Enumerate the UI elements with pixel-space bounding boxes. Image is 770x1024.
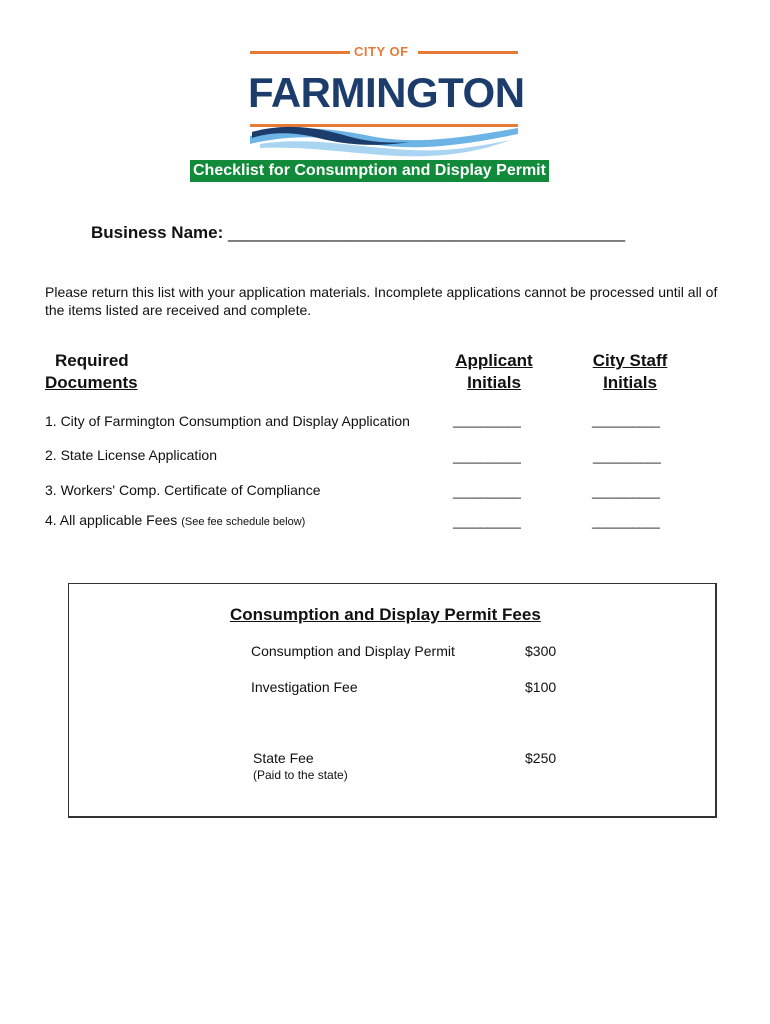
logo-orange-line-left bbox=[250, 51, 350, 54]
fee-amount-investigation: $100 bbox=[525, 679, 557, 695]
intro-paragraph: Please return this list with your application materials. Incomplete applications cannot be processed until all of the items listed are received and complete. bbox=[45, 284, 718, 318]
business-name-blank: __________________________________________ bbox=[228, 223, 626, 242]
checklist-item-2 bbox=[45, 447, 217, 463]
header-applicant-line1: Applicant bbox=[455, 351, 533, 370]
business-name-field[interactable] bbox=[91, 223, 625, 243]
staff-initial-2[interactable]: __________ bbox=[593, 449, 661, 464]
fee-note-state: (Paid to the state) bbox=[253, 768, 348, 782]
header-staff-line2: Initials bbox=[603, 373, 657, 392]
checklist-item-4-text: 4. All applicable Fees bbox=[45, 512, 182, 528]
applicant-initial-2[interactable]: __________ bbox=[453, 449, 521, 464]
checklist-item-2-text: 2. State License Application bbox=[45, 447, 218, 463]
applicant-initial-1[interactable]: __________ bbox=[453, 413, 521, 428]
fee-label-permit: Consumption and Display Permit bbox=[251, 643, 455, 659]
page-title: Checklist for Consumption and Display Permit bbox=[190, 160, 549, 182]
header-required-line1: Required bbox=[55, 351, 129, 370]
header-staff-initials bbox=[585, 350, 675, 394]
checklist-item-3-text: 3. Workers' Comp. Certificate of Compliance bbox=[45, 482, 321, 498]
applicant-initial-3[interactable]: __________ bbox=[453, 484, 521, 499]
header-staff-line1: City Staff bbox=[592, 351, 668, 370]
applicant-initial-4[interactable]: __________ bbox=[453, 514, 521, 529]
fee-amount-state: $250 bbox=[525, 750, 557, 766]
logo-orange-line-right bbox=[418, 51, 518, 54]
fee-label-state: State Fee bbox=[253, 750, 314, 766]
staff-initial-4[interactable]: __________ bbox=[592, 514, 660, 529]
staff-initial-3[interactable]: __________ bbox=[592, 484, 660, 499]
fee-amount-permit: $300 bbox=[525, 643, 557, 659]
logo-city-of: CITY OF bbox=[354, 44, 409, 59]
fee-schedule-title: Consumption and Display Permit Fees bbox=[230, 605, 541, 624]
fee-label-investigation: Investigation Fee bbox=[251, 679, 358, 695]
header-required-line2: Documents bbox=[45, 373, 138, 392]
checklist-item-1 bbox=[45, 413, 410, 429]
city-logo bbox=[240, 40, 530, 155]
checklist-item-3 bbox=[45, 482, 321, 498]
staff-initial-1[interactable]: __________ bbox=[592, 413, 660, 428]
business-name-label: Business Name: bbox=[91, 223, 224, 242]
checklist-item-4-note: (See fee schedule below) bbox=[181, 516, 306, 528]
header-applicant-line2: Initials bbox=[467, 373, 521, 392]
logo-farmington: FARMINGTON bbox=[248, 69, 525, 116]
header-applicant-initials bbox=[453, 350, 535, 394]
logo-waves-icon bbox=[240, 114, 530, 159]
checklist-item-1-text: 1. City of Farmington Consumption and Display Application bbox=[45, 413, 410, 429]
header-required-documents bbox=[45, 350, 138, 394]
checklist-item-4 bbox=[45, 512, 305, 528]
